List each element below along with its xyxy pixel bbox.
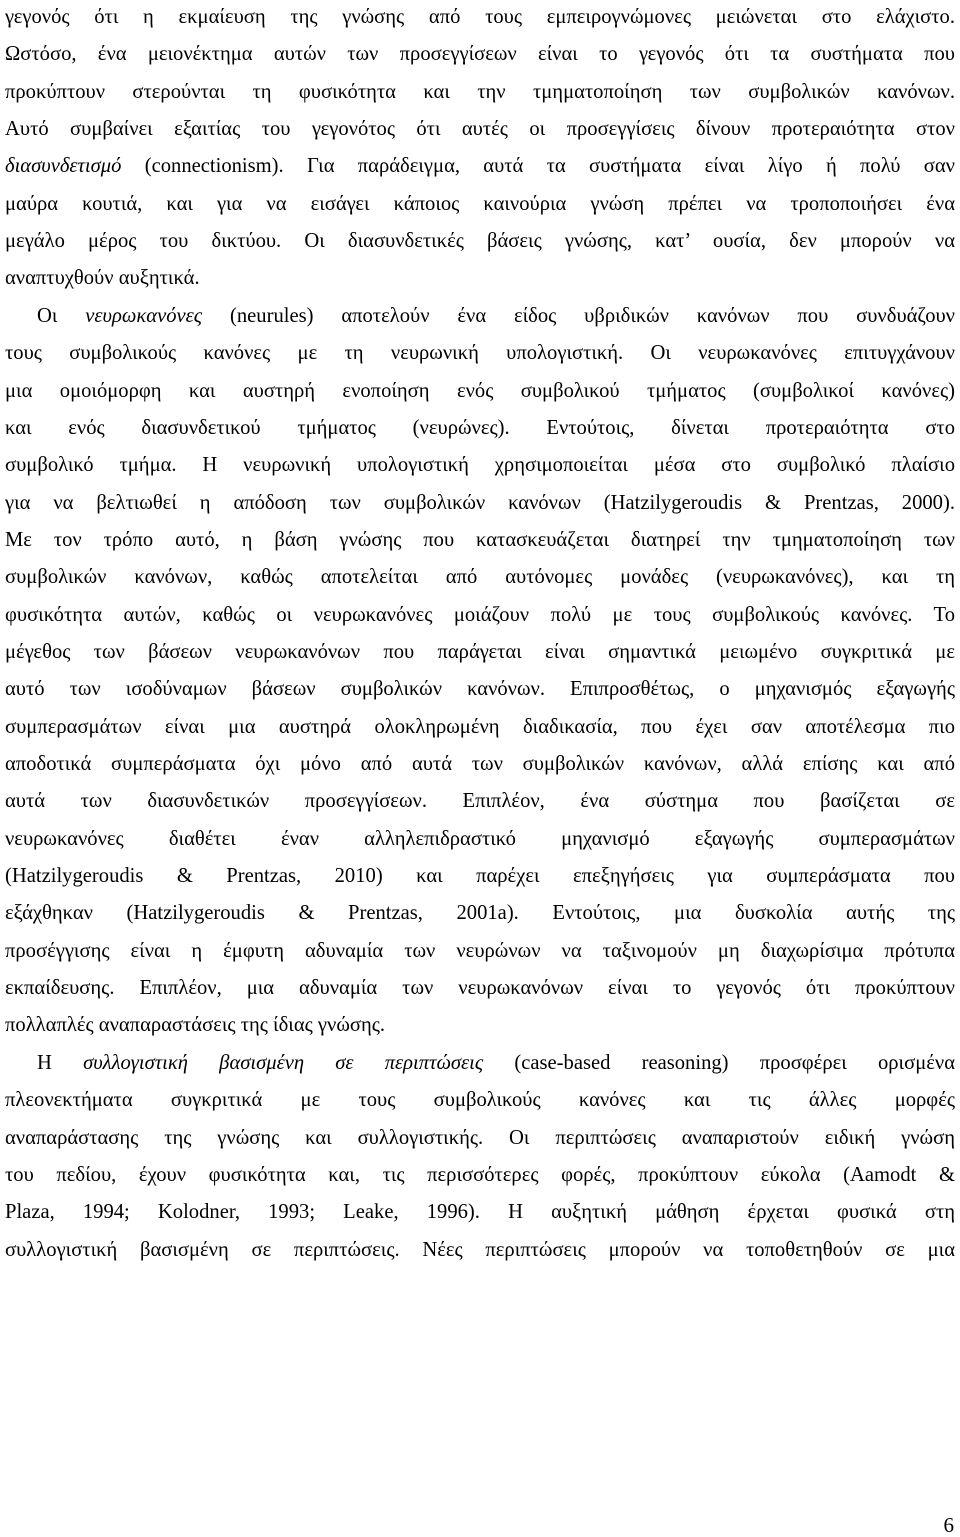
text-line <box>5 752 955 776</box>
text-line <box>5 640 955 664</box>
text-span: μέγεθος των βάσεων νευρωκανόνων που παράγεται είναι σημαντικά μειωμένο συγκριτικά με <box>5 640 955 663</box>
text-span: (case-based reasoning) προσφέρει ορισμένα <box>483 1051 955 1074</box>
text-span: φυσικότητα αυτών, καθώς οι νευρωκανόνες μοιάζουν πολύ με τους συμβολικούς κανόνες. Το <box>5 603 955 626</box>
text-span: συμπερασμάτων είναι μια αυστηρά ολοκληρωμένη διαδικασία, που έχει σαν αποτέλεσμα πιο <box>5 715 955 738</box>
text-span: συμβολικών κανόνων, καθώς αποτελείται από αυτόνομες μονάδες (νευρωκανόνες), και τη <box>5 566 955 589</box>
text-line <box>5 528 955 552</box>
text-line <box>5 416 955 440</box>
text-line <box>5 453 955 477</box>
text-span: Οι <box>37 304 86 327</box>
text-line <box>5 901 955 925</box>
text-span: εξάχθηκαν (Hatzilygeroudis & Prentzas, 2001a). Εντούτοις, μια δυσκολία αυτής της <box>5 902 955 925</box>
text-span: αναπτυχθούν αυξητικά. <box>5 267 200 290</box>
text-span: (neurules) αποτελούν ένα είδος υβριδικών κανόνων που συνδυάζουν <box>202 304 955 327</box>
text-line <box>5 1013 955 1037</box>
text-line <box>5 117 955 141</box>
text-line <box>37 304 955 328</box>
text-span: νευρωκανόνες διαθέτει έναν αλληλεπιδραστικό μηχανισμό εξαγωγής συμπερασμάτων <box>5 827 955 850</box>
text-span: τους συμβολικούς κανόνες με τη νευρωνική υπολογιστική. Οι νευρωκανόνες επιτυγχάνουν <box>5 342 955 365</box>
text-line <box>5 939 955 963</box>
text-span: του πεδίου, έχουν φυσικότητα και, τις περισσότερες φορές, προκύπτουν εύκολα (Aamodt & <box>5 1163 955 1186</box>
text-span: αυτά των διασυνδετικών προσεγγίσεων. Επιπλέον, ένα σύστημα που βασίζεται σε <box>5 790 955 813</box>
text-line <box>5 1238 955 1262</box>
text-line <box>5 789 955 813</box>
text-line <box>5 1088 955 1112</box>
text-line <box>5 192 955 216</box>
text-line <box>5 491 955 515</box>
text-line <box>5 1200 955 1224</box>
text-span: και ενός διασυνδετικού τμήματος (νευρώνες). Εντούτοις, δίνεται προτεραιότητα στο <box>5 416 955 439</box>
text-line <box>5 154 955 178</box>
text-line <box>5 379 955 403</box>
text-line <box>5 266 955 290</box>
text-span: για να βελτιωθεί η απόδοση των συμβολικών κανόνων (Hatzilygeroudis & Prentzas, 2000). <box>5 491 955 514</box>
text-span: συλλογιστική βασισμένη σε περιπτώσεις. Νέες περιπτώσεις μπορούν να τοποθετηθούν σε μια <box>5 1238 955 1261</box>
text-span: πολλαπλές αναπαραστάσεις της ίδιας γνώσης. <box>5 1014 386 1037</box>
italic-term: νευρωκανόνες <box>85 304 203 327</box>
italic-term: διασυνδετισμό <box>5 155 122 178</box>
text-span: Αυτό συμβαίνει εξαιτίας του γεγονότος ότι αυτές οι προσεγγίσεις δίνουν προτεραιότητα στον <box>5 118 955 141</box>
text-span: συμβολικό τμήμα. Η νευρωνική υπολογιστική χρησιμοποιείται μέσα στο συμβολικό πλαίσιο <box>5 454 955 477</box>
italic-term: συλλογιστική βασισμένη σε περιπτώσεις <box>83 1051 484 1074</box>
text-span: μεγάλο μέρος του δικτύου. Οι διασυνδετικές βάσεις γνώσης, κατ’ ουσία, δεν μπορούν να <box>5 230 955 253</box>
text-line <box>5 565 955 589</box>
text-span: αναπαράστασης της γνώσης και συλλογιστικής. Οι περιπτώσεις αναπαριστούν ειδική γνώση <box>5 1126 955 1149</box>
text-line <box>5 341 955 365</box>
text-span: μια ομοιόμορφη και αυστηρή ενοποίηση ενός συμβολικού τμήματος (συμβολικοί κανόνες) <box>5 379 955 402</box>
text-line <box>5 1126 955 1150</box>
text-line <box>5 827 955 851</box>
text-span: γεγονός ότι η εκμαίευση της γνώσης από τους εμπειρογνώμονες μειώνεται στο ελάχιστο. <box>5 6 955 28</box>
text-line <box>5 677 955 701</box>
text-line <box>5 42 955 66</box>
page-number: 6 <box>943 1513 954 1537</box>
text-line <box>5 976 955 1000</box>
text-span: εκπαίδευσης. Επιπλέον, μια αδυναμία των νευρωκανόνων είναι το γεγονός ότι προκύπτουν <box>5 977 955 1000</box>
text-span: μαύρα κουτιά, και για να εισάγει κάποιος καινούρια γνώση πρέπει να τροποποιήσει ένα <box>5 192 955 215</box>
text-line <box>5 603 955 627</box>
text-span: προσέγγισης είναι η έμφυτη αδυναμία των νευρώνων να ταξινομούν μη διαχωρίσιμα πρότυπα <box>5 939 955 962</box>
text-line <box>5 5 955 29</box>
text-line <box>5 1163 955 1187</box>
text-span: αυτό των ισοδύναμων βάσεων συμβολικών κανόνων. Επιπροσθέτως, ο μηχανισμός εξαγωγής <box>5 678 955 701</box>
text-span: Με τον τρόπο αυτό, η βάση γνώσης που κατασκευάζεται διατηρεί την τμηματοποίηση των <box>5 528 955 551</box>
text-line <box>5 864 955 888</box>
text-line <box>5 715 955 739</box>
text-span: (connectionism). Για παράδειγμα, αυτά τα συστήματα είναι λίγο ή πολύ σαν <box>121 155 955 178</box>
text-span: (Hatzilygeroudis & Prentzas, 2010) και παρέχει επεξηγήσεις για συμπεράσματα που <box>5 865 955 888</box>
text-span: προκύπτουν στερούνται τη φυσικότητα και την τμηματοποίηση των συμβολικών κανόνων. <box>5 80 955 103</box>
text-span: Ωστόσο, ένα μειονέκτημα αυτών των προσεγγίσεων είναι το γεγονός ότι τα συστήματα που <box>5 43 955 66</box>
text-line <box>5 80 955 104</box>
text-line <box>5 229 955 253</box>
text-span: Η <box>37 1051 84 1074</box>
text-span: Plaza, 1994; Kolodner, 1993; Leake, 1996). Η αυξητική μάθηση έρχεται φυσικά στη <box>5 1201 955 1224</box>
text-line <box>37 1051 955 1075</box>
text-span: πλεονεκτήματα συγκριτικά με τους συμβολικούς κανόνες και τις άλλες μορφές <box>5 1089 955 1112</box>
text-span: αποδοτικά συμπεράσματα όχι μόνο από αυτά των συμβολικών κανόνων, αλλά επίσης και από <box>5 753 955 775</box>
